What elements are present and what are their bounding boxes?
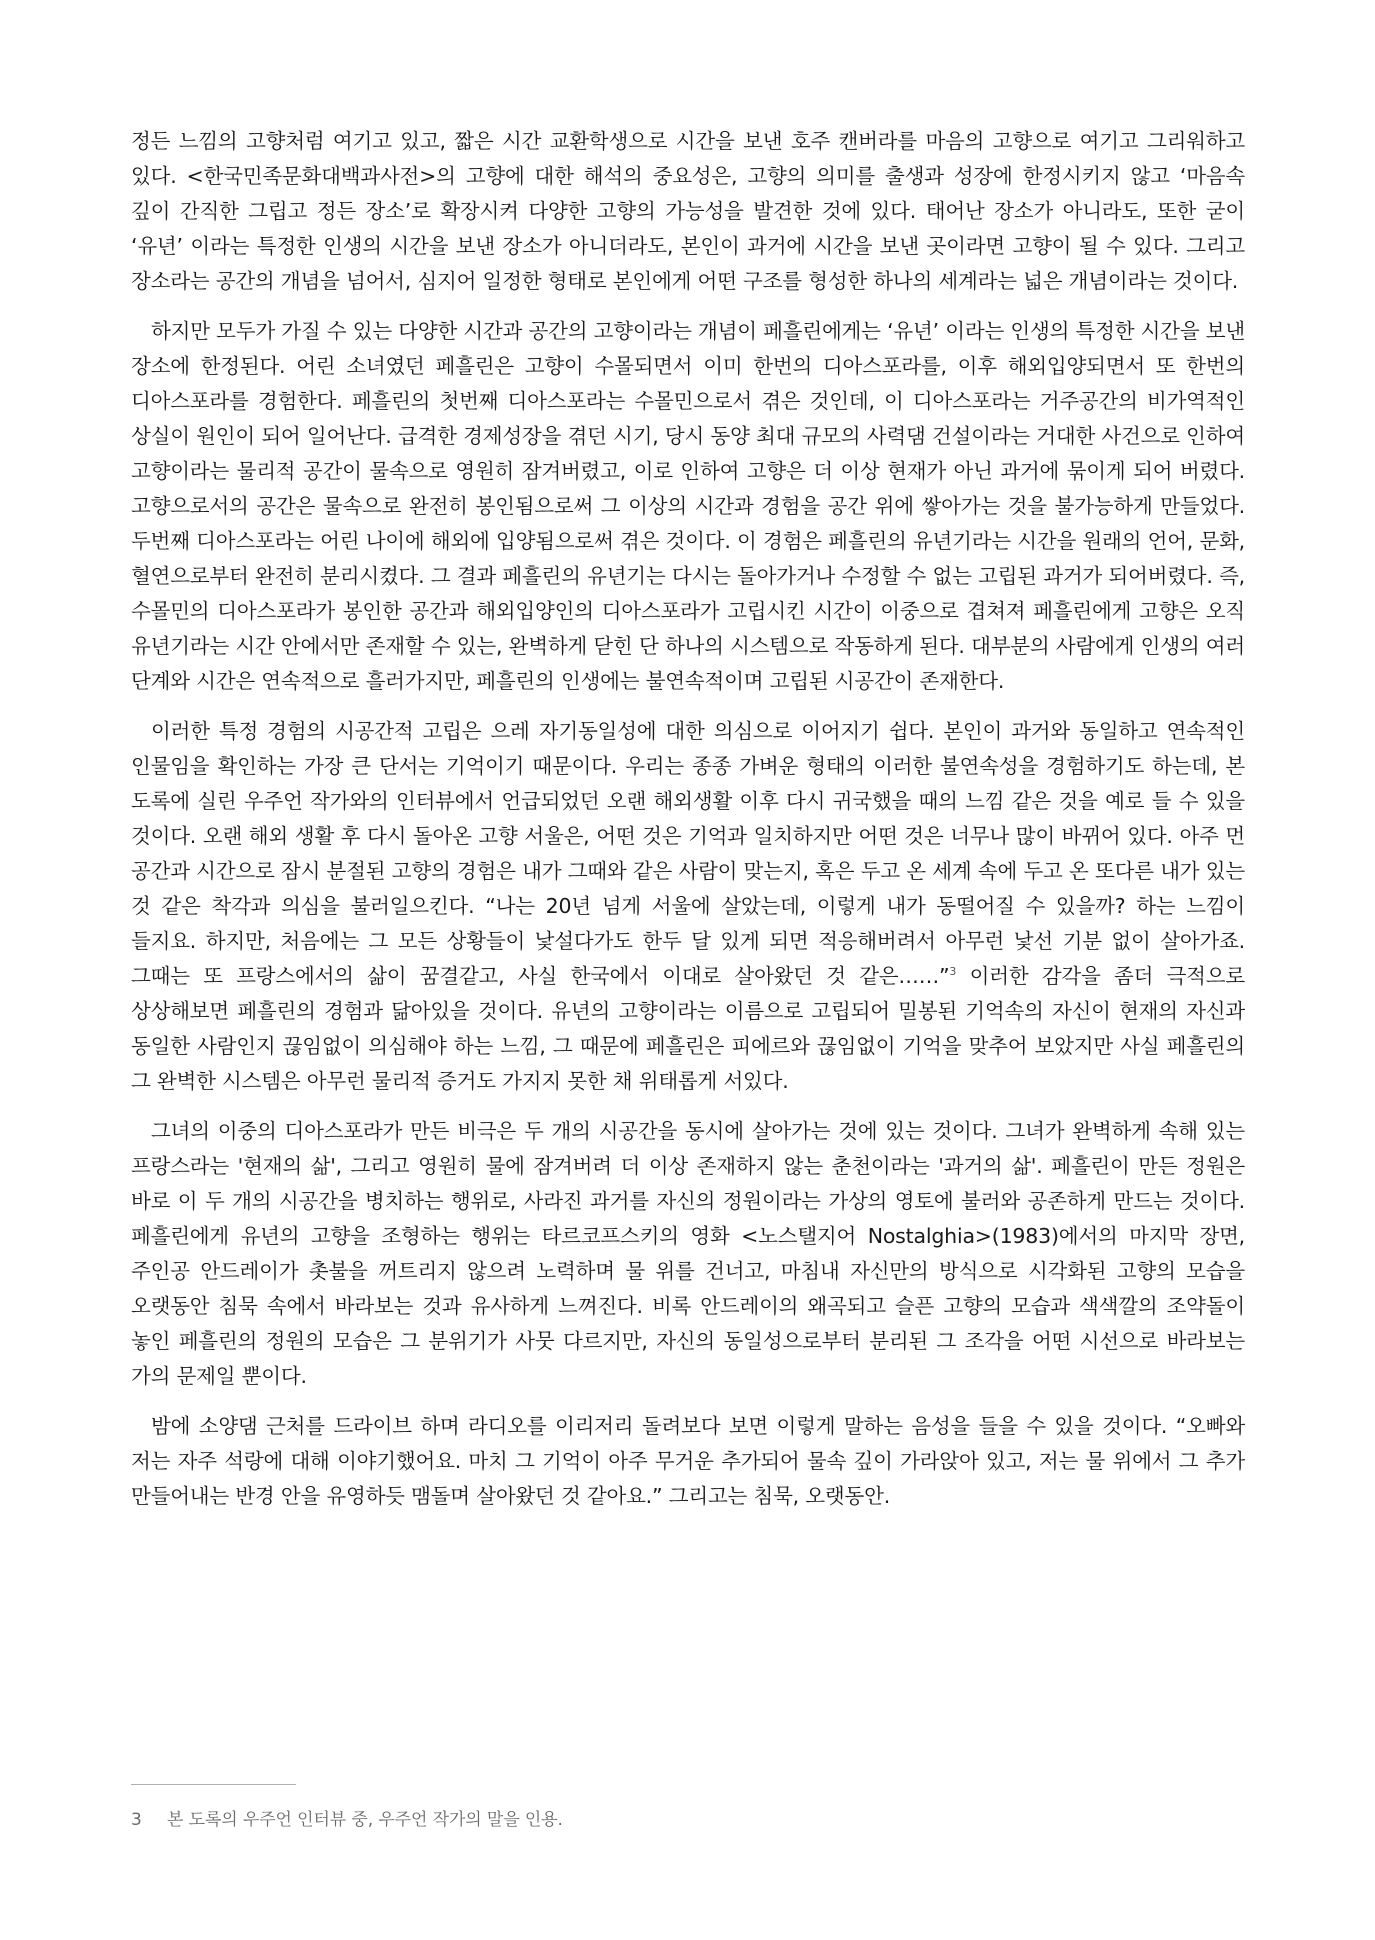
footnote-text: 본 도록의 우주언 인터뷰 중, 우주언 작가의 말을 인용. [167,1810,563,1830]
footnote-reference[interactable]: 3 [949,965,957,979]
paragraph-3-continuation: 이러한 감각을 좀더 극적으로 상상해보면 페흘린의 경험과 닮아있을 것이다. 유년의 고향이라는 이름으로 고립되어 밀봉된 기억속의 자신이 현재의 자신과 동일한 사람인지 끊임없이 의심해야 하는 느낌, 그 때문에 페흘린은 피에르와 끊임없이 기억을 맞추어 보았지만 사실 페흘린의 그 완벽한 시스템은 아무런 물리적 증거도 가지지 못한 채 위태롭게 서있다. [131,964,1245,1093]
footnote [131,1808,563,1832]
footnote-number: 3 [131,1810,142,1830]
paragraph-5: 밤에 소양댐 근처를 드라이브 하며 라디오를 이리저리 돌려보다 보면 이렇게 말하는 음성을 들을 수 있을 것이다. “오빠와 저는 자주 석랑에 대해 이야기했어요. 마치 그 기억이 아주 무거운 추가되어 물속 깊이 가라앉아 있고, 저는 물 위에서 그 추가 만들어내는 반경 안을 유영하듯 맴돌며 살아왔던 것 같아요.” 그리고는 침묵, 오랫동안. [131,1414,1245,1508]
paragraph-2: 하지만 모두가 가질 수 있는 다양한 시간과 공간의 고향이라는 개념이 페흘린에게는 ‘유년’ 이라는 인생의 특정한 시간을 보낸 장소에 한정된다. 어린 소녀였던 페흘린은 고향이 수몰되면서 이미 한번의 디아스포라를, 이후 해외입양되면서 또 한번의 디아스포라를 경험한다. 페흘린의 첫번째 디아스포라는 수몰민으로서 겪은 것인데, 이 디아스포라는 거주공간의 비가역적인 상실이 원인이 되어 일어난다. 급격한 경제성장을 겪던 시기, 당시 동양 최대 규모의 사력댐 건설이라는 거대한 사건으로 인하여 고향이라는 물리적 공간이 물속으로 영원히 잠겨버렸고, 이로 인하여 고향은 더 이상 현재가 아닌 과거에 묶이게 되어 버렸다. 고향으로서의 공간은 물속으로 완전히 봉인됨으로써 그 이상의 시간과 경험을 공간 위에 쌓아가는 것을 불가능하게 만들었다. 두번째 디아스포라는 어린 나이에 해외에 입양됨으로써 겪은 것이다. 이 경험은 페흘린의 유년기라는 시간을 원래의 언어, 문화, 혈연으로부터 완전히 분리시켰다. 그 결과 페흘린의 유년기는 다시는 돌아가거나 수정할 수 없는 고립된 과거가 되어버렸다. 즉, 수몰민의 디아스포라가 봉인한 공간과 해외입양인의 디아스포라가 고립시킨 시간이 이중으로 겹쳐져 페흘린에게 고향은 오직 유년기라는 시간 안에서만 존재할 수 있는, 완벽하게 닫힌 단 하나의 시스템으로 작동하게 된다. 대부분의 사람에게 인생의 여러 단계와 시간은 연속적으로 흘러가지만, 페흘린의 인생에는 불연속적이며 고립된 시공간이 존재한다. [131,319,1245,693]
paragraph-3 [131,714,1245,1099]
paragraph-4: 그녀의 이중의 디아스포라가 만든 비극은 두 개의 시공간을 동시에 살아가는 것에 있는 것이다. 그녀가 완벽하게 속해 있는 프랑스라는 '현재의 삶', 그리고 영원히 물에 잠겨버려 더 이상 존재하지 않는 춘천이라는 '과거의 삶'. 페흘린이 만든 정원은 바로 이 두 개의 시공간을 병치하는 행위로, 사라진 과거를 자신의 정원이라는 가상의 영토에 불러와 공존하게 만드는 것이다. 페흘린에게 유년의 고향을 조형하는 행위는 타르코프스키의 영화 <노스탤지어 Nostalghia>(1983)에서의 마지막 장면, 주인공 안드레이가 촛불을 꺼트리지 않으려 노력하며 물 위를 건너고, 마침내 자신만의 방식으로 시각화된 고향의 모습을 오랫동안 침묵 속에서 바라보는 것과 유사하게 느껴진다. 비록 안드레이의 왜곡되고 슬픈 고향의 모습과 색색깔의 조약돌이 놓인 페흘린의 정원의 모습은 그 분위기가 사뭇 다르지만, 자신의 동일성으로부터 분리된 그 조각을 어떤 시선으로 바라보는 가의 문제일 뿐이다. [131,1119,1245,1388]
footnote-divider [131,1784,296,1785]
paragraph-3-text: 이러한 특정 경험의 시공간적 고립은 으레 자기동일성에 대한 의심으로 이어지기 쉽다. 본인이 과거와 동일하고 연속적인 인물임을 확인하는 가장 큰 단서는 기억이기 때문이다. 우리는 종종 가벼운 형태의 이러한 불연속성을 경험하기도 하는데, 본 도록에 실린 우주언 작가와의 인터뷰에서 언급되었던 오랜 해외생활 이후 다시 귀국했을 때의 느낌 같은 것을 예로 들 수 있을 것이다. 오랜 해외 생활 후 다시 돌아온 고향 서울은, 어떤 것은 기억과 일치하지만 어떤 것은 너무나 많이 바뀌어 있다. 아주 먼 공간과 시간으로 잠시 분절된 고향의 경험은 내가 그때와 같은 사람이 맞는지, 혹은 두고 온 세계 속에 두고 온 또다른 내가 있는 것 같은 착각과 의심을 불러일으킨다. “나는 20년 넘게 서울에 살았는데, 이렇게 내가 동떨어질 수 있을까? 하는 느낌이 들지요. 하지만, 처음에는 그 모든 상황들이 낯설다가도 한두 달 있게 되면 적응해버려서 아무런 낯선 기분 없이 살아가죠. 그때는 또 프랑스에서의 삶이 꿈결같고, 사실 한국에서 이대로 살아왔던 것 같은……” [131,719,1245,988]
article-body [131,124,1245,1529]
paragraph-1: 정든 느낌의 고향처럼 여기고 있고, 짧은 시간 교환학생으로 시간을 보낸 호주 캔버라를 마음의 고향으로 여기고 그리워하고 있다. <한국민족문화대백과사전>의 고향에 대한 해석의 중요성은, 고향의 의미를 출생과 성장에 한정시키지 않고 ‘마음속 깊이 간직한 그립고 정든 장소’로 확장시켜 다양한 고향의 가능성을 발견한 것에 있다. 태어난 장소가 아니라도, 또한 굳이 ‘유년’ 이라는 특정한 인생의 시간을 보낸 장소가 아니더라도, 본인이 과거에 시간을 보낸 곳이라면 고향이 될 수 있다. 그리고 장소라는 공간의 개념을 넘어서, 심지어 일정한 형태로 본인에게 어떤 구조를 형성한 하나의 세계라는 넓은 개념이라는 것이다. [131,129,1245,293]
